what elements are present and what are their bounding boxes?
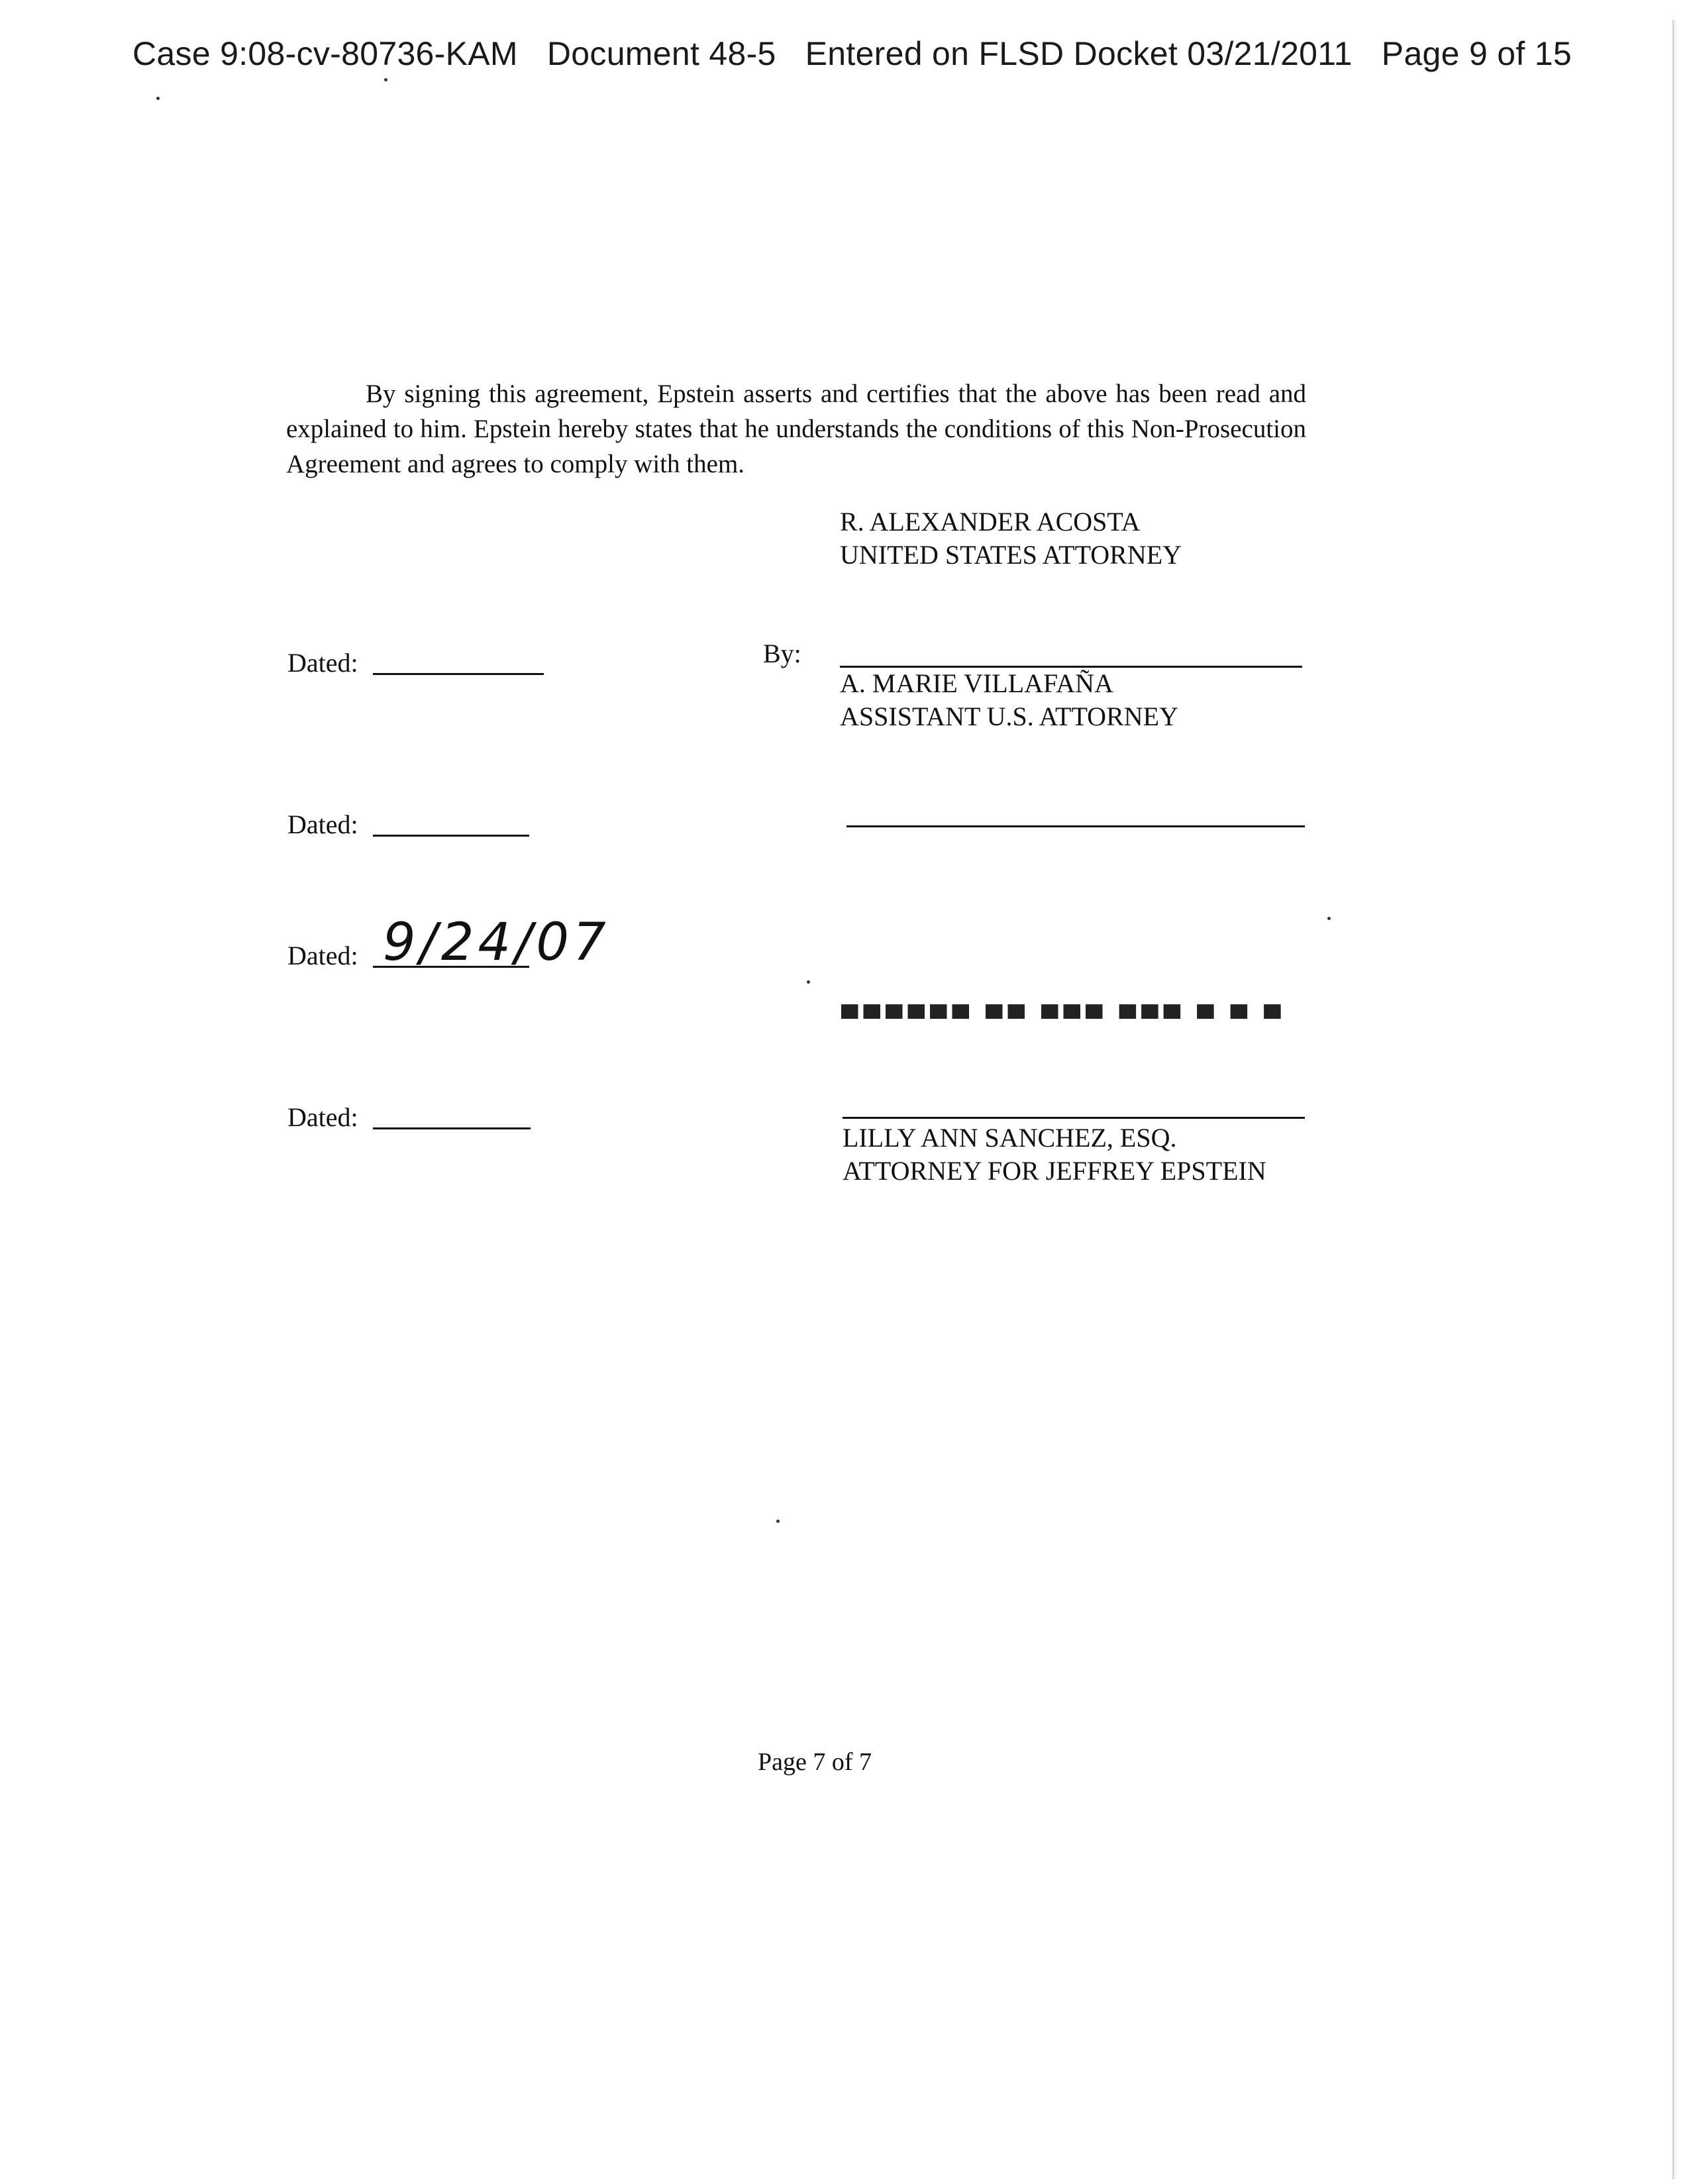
signature-line — [843, 1117, 1305, 1119]
scan-speck — [384, 78, 387, 81]
scan-edge — [1672, 20, 1678, 2179]
dated-label: Dated: — [287, 941, 358, 970]
page-number: Page 7 of 7 — [757, 1748, 872, 1776]
assistant-attorney-title: ASSISTANT U.S. ATTORNEY — [840, 702, 1178, 731]
signature-line — [846, 825, 1305, 827]
defense-attorney-title: ATTORNEY FOR JEFFREY EPSTEIN — [843, 1156, 1266, 1186]
dated-label: Dated: — [287, 1102, 358, 1132]
dated-label: Dated: — [287, 809, 358, 839]
scan-speck — [776, 1520, 780, 1523]
docket-page: Page 9 of 15 — [1381, 35, 1572, 72]
defense-attorney-name: LILLY ANN SANCHEZ, ESQ. — [843, 1123, 1177, 1153]
docket-header — [132, 34, 1572, 73]
entered-date: Entered on FLSD Docket 03/21/2011 — [805, 35, 1353, 72]
date-line — [373, 1127, 531, 1129]
by-label: By: — [763, 639, 801, 668]
case-number: Case 9:08-cv-80736-KAM — [132, 35, 518, 72]
faded-signature-caption: ▀▀▀▀▀▀ ▀▀ ▀▀▀ ▀▀▀ ▀ ▀ ▀ — [841, 1005, 1286, 1031]
handwritten-date: 9/24/07 — [383, 913, 610, 972]
scan-speck — [156, 97, 160, 100]
certification-paragraph — [286, 376, 1306, 482]
certification-text: By signing this agreement, Epstein asserts and certifies that the above has been read and explained to him. Epstein hereby states that he understands the conditions of this Non-Prosecution Agreement and agrees to comply with them. — [286, 380, 1306, 478]
date-line — [373, 673, 544, 675]
us-attorney-name: R. ALEXANDER ACOSTA — [840, 507, 1141, 537]
assistant-attorney-name: A. MARIE VILLAFAÑA — [840, 668, 1113, 698]
document-number: Document 48-5 — [546, 35, 776, 72]
dated-label: Dated: — [287, 648, 358, 678]
scan-speck — [807, 980, 810, 984]
date-line — [373, 835, 529, 837]
us-attorney-title: UNITED STATES ATTORNEY — [840, 540, 1182, 570]
scan-speck — [1327, 917, 1331, 920]
